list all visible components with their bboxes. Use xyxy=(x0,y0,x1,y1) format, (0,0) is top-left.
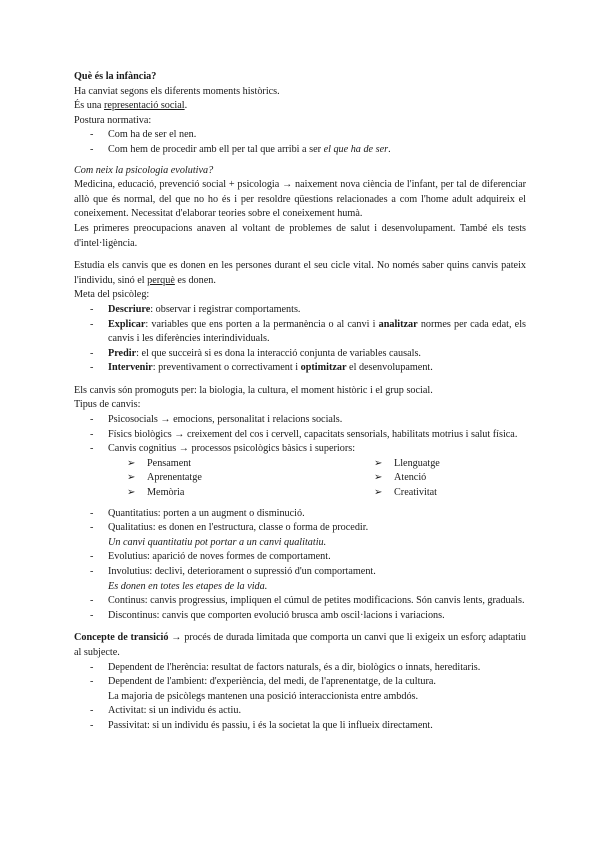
paragraph: Tipus de canvis: xyxy=(74,399,141,411)
list-item: - Passivitat: si un individu és passiu, i és la societat la que li influeix directament. xyxy=(74,719,526,734)
document-page xyxy=(74,70,526,734)
list-item: - Dependent de l'herència: resultat de factors naturals, és a dir, biològics o innats, hereditaris. xyxy=(74,661,526,676)
list-item: - Involutius: declivi, deteriorament o supressió d'un comportament. Es donen en totes les etapes de la vida. xyxy=(74,565,526,594)
list-item: - Predir: el que succeirà si es dona la interacció conjunta de variables causals. xyxy=(74,347,526,362)
dash-list xyxy=(74,413,526,457)
underlined-term: representació social xyxy=(104,100,185,112)
list-item: - Qualitatius: es donen en l'estructura, classe o forma de procedir. Un canvi quantitatiu pot portar a un canvi qualitatiu. xyxy=(74,521,526,550)
list-item: - Com ha de ser el nen. xyxy=(74,128,526,143)
paragraph: Postura normativa: xyxy=(74,114,152,126)
list-item: - Explicar: variables que ens porten a la permanència o al canvi i analitzar normes per cada edat, els canvis i les diferències interindividuals. xyxy=(74,318,526,347)
dash-list xyxy=(74,661,526,734)
section-title-transicio: Concepte de transició xyxy=(74,632,169,644)
paragraph: Les primeres preocupacions anaven al voltant de problemes de salut i desenvolupament. També els tests d'intel·ligència. xyxy=(74,222,526,249)
note: La majoria de psicòlegs mantenen una posició interaccionista entre ambdós. xyxy=(108,690,419,702)
list-item: - Físics biològics → creixement del cos i cervell, capacitats sensorials, habilitats motrius i salut física. xyxy=(74,428,526,443)
section-heading-evolutiva: Com neix la psicologia evolutiva? xyxy=(74,164,214,176)
dash-list xyxy=(74,128,526,157)
arrow-bullet-item: ➢ Atenció xyxy=(374,471,534,486)
list-item: - Evolutius: aparició de noves formes de comportament. xyxy=(74,550,526,565)
dash-list xyxy=(74,303,526,376)
arrow-bullet-icon: ➢ xyxy=(127,472,136,484)
arrow-bullet-item: ➢ Pensament xyxy=(127,457,374,472)
list-item: - Activitat: si un individu és actiu. xyxy=(74,704,526,719)
arrow-bullet-icon: ➢ xyxy=(127,487,136,499)
cognitive-process-list xyxy=(127,457,526,501)
list-item: - Psicosocials → emocions, personalitat i relacions socials. xyxy=(74,413,526,428)
section-title-infancia: Què és la infància? xyxy=(74,71,157,82)
list-item: - Canvis cognitius → processos psicològics bàsics i superiors: xyxy=(74,442,526,457)
paragraph: Medicina, educació, prevenció social + psicologia → naixement nova ciència de l'infant, per tal de diferenciar allò que és normal, del que no ho és i per resoldre qüestions relacionades a com l'home adult adquireix el coneixement. Necessitat d'elaborar teories sobre el coneixement humà. xyxy=(74,179,526,220)
arrow-bullet-icon: ➢ xyxy=(374,472,383,484)
arrow-bullet-item: ➢ Llenguatge xyxy=(374,457,534,472)
list-item: - Discontinus: canvis que comporten evolució brusca amb oscil·lacions i variacions. xyxy=(74,609,526,624)
dash-list xyxy=(74,507,526,624)
arrow-bullet-item: ➢ Aprenentatge xyxy=(127,471,374,486)
list-item: - Com hem de procedir amb ell per tal que arribi a ser el que ha de ser. xyxy=(74,143,526,158)
list-item: - Dependent de l'ambient: d'experiència, del medi, de l'aprenentatge, de la cultura. La majoria de psicòlegs mantenen una posició interaccionista entre ambdós. xyxy=(74,675,526,704)
list-item: - Continus: canvis progressius, impliquen el cúmul de petites modificacions. Són canvis lents, graduals. xyxy=(74,594,526,609)
arrow-bullet-item: ➢ Memòria xyxy=(127,486,374,501)
list-item: - Quantitatius: porten a un augment o disminució. xyxy=(74,507,526,522)
paragraph: És una representació social. xyxy=(74,100,188,112)
underlined-term: perquè xyxy=(147,274,175,286)
list-item: - Descriure: observar i registrar comportaments. xyxy=(74,303,526,318)
arrow-bullet-item: ➢ Creativitat xyxy=(374,486,534,501)
paragraph: Concepte de transició → procés de durada limitada que comporta un canvi que li exigeix un esforç adaptatiu al subjecte. xyxy=(74,632,526,658)
paragraph: Ha canviat segons els diferents moments històrics. xyxy=(74,85,280,97)
arrow-bullet-icon: ➢ xyxy=(374,487,383,499)
arrow-bullet-icon: ➢ xyxy=(374,457,383,469)
list-item: - Intervenir: preventivament o correctivament i optimitzar el desenvolupament. xyxy=(74,361,526,376)
arrow-bullet-icon: ➢ xyxy=(127,457,136,469)
paragraph: Els canvis són promoguts per: la biologia, la cultura, el moment històric i el grup social. xyxy=(74,384,433,396)
note: Es donen en totes les etapes de la vida. xyxy=(108,580,268,592)
paragraph: Meta del psicòleg: xyxy=(74,289,150,301)
note: Un canvi quantitatiu pot portar a un canvi qualitatiu. xyxy=(108,536,327,548)
paragraph: Estudia els canvis que es donen en les persones durant el seu cicle vital. No només saber quins canvis pateix l'individu, sinó el perquè es donen. xyxy=(74,260,526,286)
